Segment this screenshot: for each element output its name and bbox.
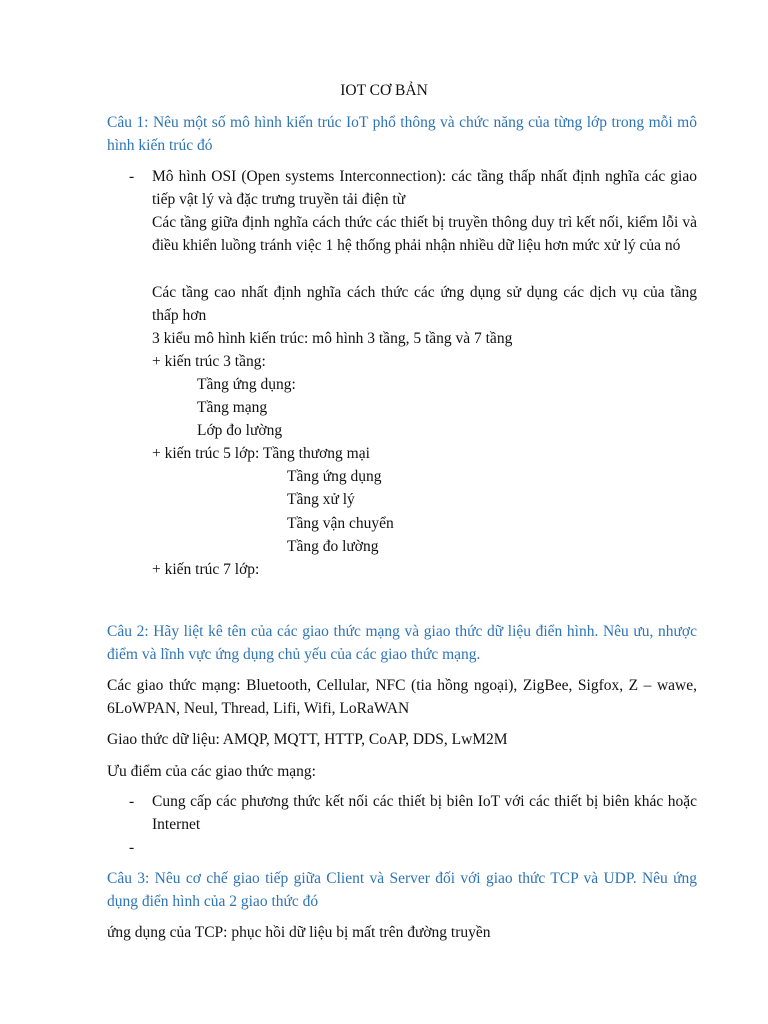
middle-layers-text: Các tầng giữa định nghĩa cách thức các thiết bị truyền thông duy trì kết nối, kiểm lỗi và điều khiển luồng tránh việc 1 hệ thống phải nhận nhiều dữ liệu hơn mức xử lý của nó <box>152 214 697 254</box>
arch-3-label: + kiến trúc 3 tầng: <box>152 353 266 370</box>
bullet-dash: - <box>129 839 135 856</box>
tcp-application-text: ứng dụng của TCP: phục hồi dữ liệu bị mất trên đường truyền <box>107 924 491 941</box>
arch-5-layer: Tầng vận chuyển <box>287 515 394 532</box>
advantages-item: Cung cấp các phương thức kết nối các thiết bị biên IoT với các thiết bị biên khác hoặc Internet <box>152 793 697 833</box>
question-3-heading: Câu 3: Nêu cơ chế giao tiếp giữa Client và Server đối với giao thức TCP và UDP. Nêu ứng dụng điển hình của 2 giao thức đó <box>107 870 697 910</box>
arch-3-layer: Lớp đo lường <box>197 422 283 439</box>
architecture-models-text: 3 kiểu mô hình kiến trúc: mô hình 3 tầng, 5 tầng và 7 tầng <box>152 330 513 347</box>
bullet-dash: - <box>129 793 135 810</box>
question-2-heading: Câu 2: Hãy liệt kê tên của các giao thức mạng và giao thức dữ liệu điển hình. Nêu ưu, nhược điểm và lĩnh vực ứng dụng chủ yếu của các giao thức mạng. <box>107 623 697 663</box>
top-layers-text: Các tầng cao nhất định nghĩa cách thức các ứng dụng sử dụng các dịch vụ của tầng thấp hơn <box>152 284 697 324</box>
bullet-dash: - <box>129 168 135 185</box>
arch-3-layer: Tầng mạng <box>197 399 268 416</box>
question-1-heading: Câu 1: Nêu một số mô hình kiến trúc IoT phổ thông và chức năng của từng lớp trong mỗi mô hình kiến trúc đó <box>107 114 697 154</box>
arch-5-label: + kiến trúc 5 lớp: Tầng thương mại <box>152 445 370 462</box>
arch-3-layer: Tầng ứng dụng: <box>197 376 296 393</box>
arch-5-layer: Tầng xử lý <box>287 491 355 508</box>
network-protocols-text: Các giao thức mạng: Bluetooth, Cellular, NFC (tia hồng ngoại), ZigBee, Sigfox, Z – wawe, 6LoWPAN, Neul, Thread, Lifi, Wifi, LoRaWAN <box>107 677 697 717</box>
document-title: IOT CƠ BẢN <box>340 82 428 99</box>
arch-7-label: + kiến trúc 7 lớp: <box>152 561 260 578</box>
data-protocols-text: Giao thức dữ liệu: AMQP, MQTT, HTTP, CoAP, DDS, LwM2M <box>107 731 508 748</box>
osi-model-text: Mô hình OSI (Open systems Interconnection): các tầng thấp nhất định nghĩa các giao tiếp vật lý và đặc trưng truyền tải điện từ <box>152 168 697 208</box>
arch-5-layer: Tầng đo lường <box>287 538 379 555</box>
arch-5-layer: Tầng ứng dụng <box>287 468 382 485</box>
advantages-label: Ưu điểm của các giao thức mạng: <box>107 763 316 780</box>
